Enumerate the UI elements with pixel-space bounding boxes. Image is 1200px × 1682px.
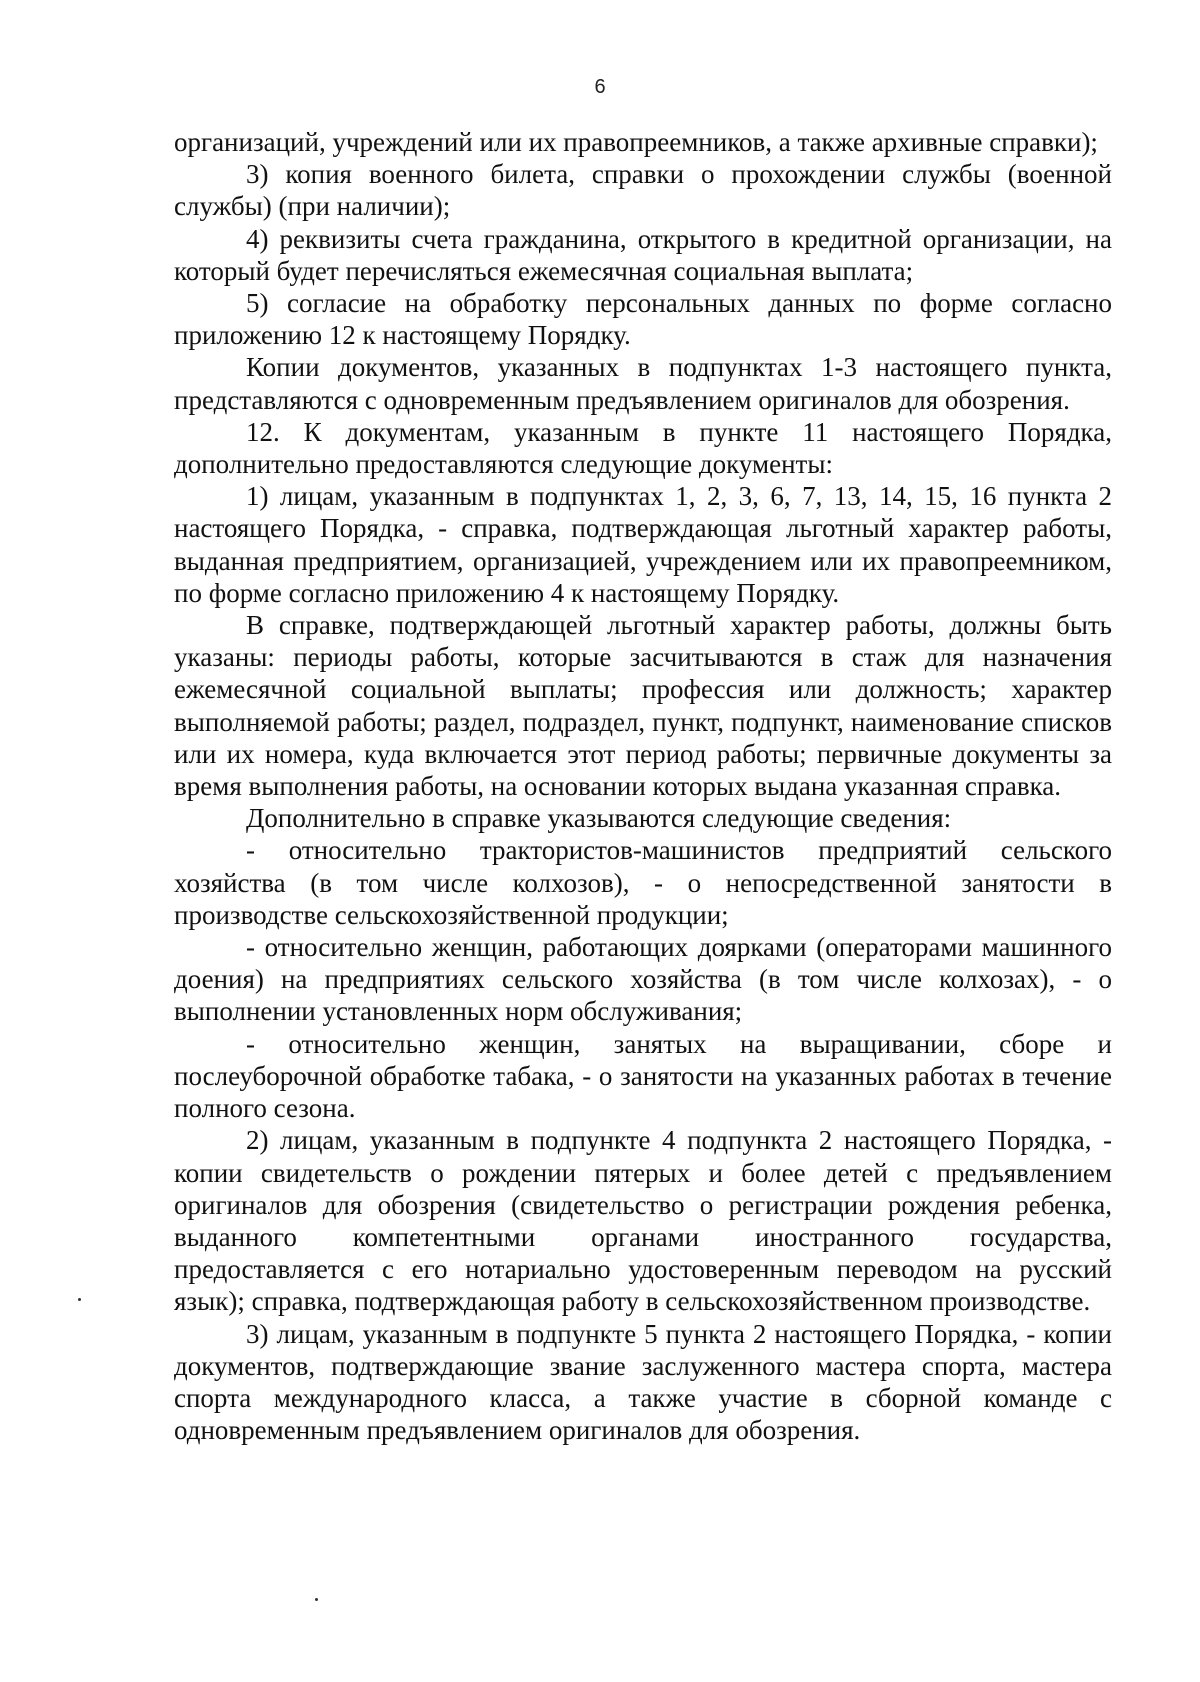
scan-speck bbox=[315, 1598, 318, 1601]
paragraph-clause-12-item-2: 2) лицам, указанным в подпункте 4 подпункта 2 настоящего Порядка, - копии свидетельств о рождении пятерых и более детей с предъявлением оригиналов для обозрения (свидетельство о регистрации рождения ребенка, выданного компетентными органами иностранного государства, предоставляется с его нотариально удостоверенным переводом на русский язык); справка, подтверждающая работу в сельскохозяйственном производстве. bbox=[174, 1125, 1112, 1317]
paragraph-continuation: организаций, учреждений или их правопреемников, а также архивные справки); bbox=[174, 127, 1098, 157]
paragraph-item-4: 4) реквизиты счета гражданина, открытого в кредитной организации, на который будет перечисляться ежемесячная социальная выплата; bbox=[174, 223, 1112, 286]
paragraph-clause-12: 12. К документам, указанным в пункте 11 настоящего Порядка, дополнительно предоставляются следующие документы: bbox=[174, 416, 1112, 480]
paragraph-clause-12-item-1: 1) лицам, указанным в подпунктах 1, 2, 3, 6, 7, 13, 14, 15, 16 пункта 2 настоящего Порядка, - справка, подтверждающая льготный характер работы, выданная предприятием, организацией, учреждением или их правопреемником, по форме согласно приложению 4 к настоящему Порядку. bbox=[174, 481, 1112, 608]
paragraph-additional-info: Дополнительно в справке указываются следующие сведения: bbox=[246, 803, 952, 834]
paragraph-tractor-drivers: - относительно трактористов-машинистов предприятий сельского хозяйства (в том числе колхозов), - о непосредственной занятости в производстве сельскохозяйственной продукции; bbox=[174, 835, 1112, 930]
document-body bbox=[174, 126, 1112, 1446]
paragraph-copies-note: Копии документов, указанных в подпунктах 1-3 настоящего пункта, представляются с одновременным предъявлением оригиналов для обозрения. bbox=[174, 352, 1112, 415]
page-number: 6 bbox=[594, 76, 606, 98]
paragraph-tobacco-workers: - относительно женщин, занятых на выращивании, сборе и послеуборочной обработке табака, - о занятости на указанных работах в течение полного сезона. bbox=[174, 1028, 1112, 1124]
scan-speck bbox=[78, 1298, 81, 1301]
paragraph-item-5: 5) согласие на обработку персональных данных по форме согласно приложению 12 к настоящему Порядку. bbox=[174, 288, 1112, 351]
paragraph-item-3: 3) копия военного билета, справки о прохождении службы (военной службы) (при наличии); bbox=[174, 159, 1112, 222]
paragraph-clause-12-item-3: 3) лицам, указанным в подпункте 5 пункта 2 настоящего Порядка, - копии документов, подтверждающие звание заслуженного мастера спорта, мастера спорта международного класса, а также участие в сборной команде с одновременным предъявлением оригиналов для обозрения. bbox=[174, 1318, 1112, 1446]
paragraph-certificate-contents: В справке, подтверждающей льготный характер работы, должны быть указаны: периоды работы, которые засчитываются в стаж для назначения ежемесячной социальной выплаты; профессия или должность; характер выполняемой работы; раздел, подраздел, пункт, подпункт, наименование списков или их номера, куда включается этот период работы; первичные документы за время выполнения работы, на основании которых выдана указанная справка. bbox=[174, 610, 1112, 802]
paragraph-milkmaids: - относительно женщин, работающих доярками (операторами машинного доения) на предприятиях сельского хозяйства (в том числе колхозах), - о выполнении установленных норм обслуживания; bbox=[174, 932, 1112, 1027]
